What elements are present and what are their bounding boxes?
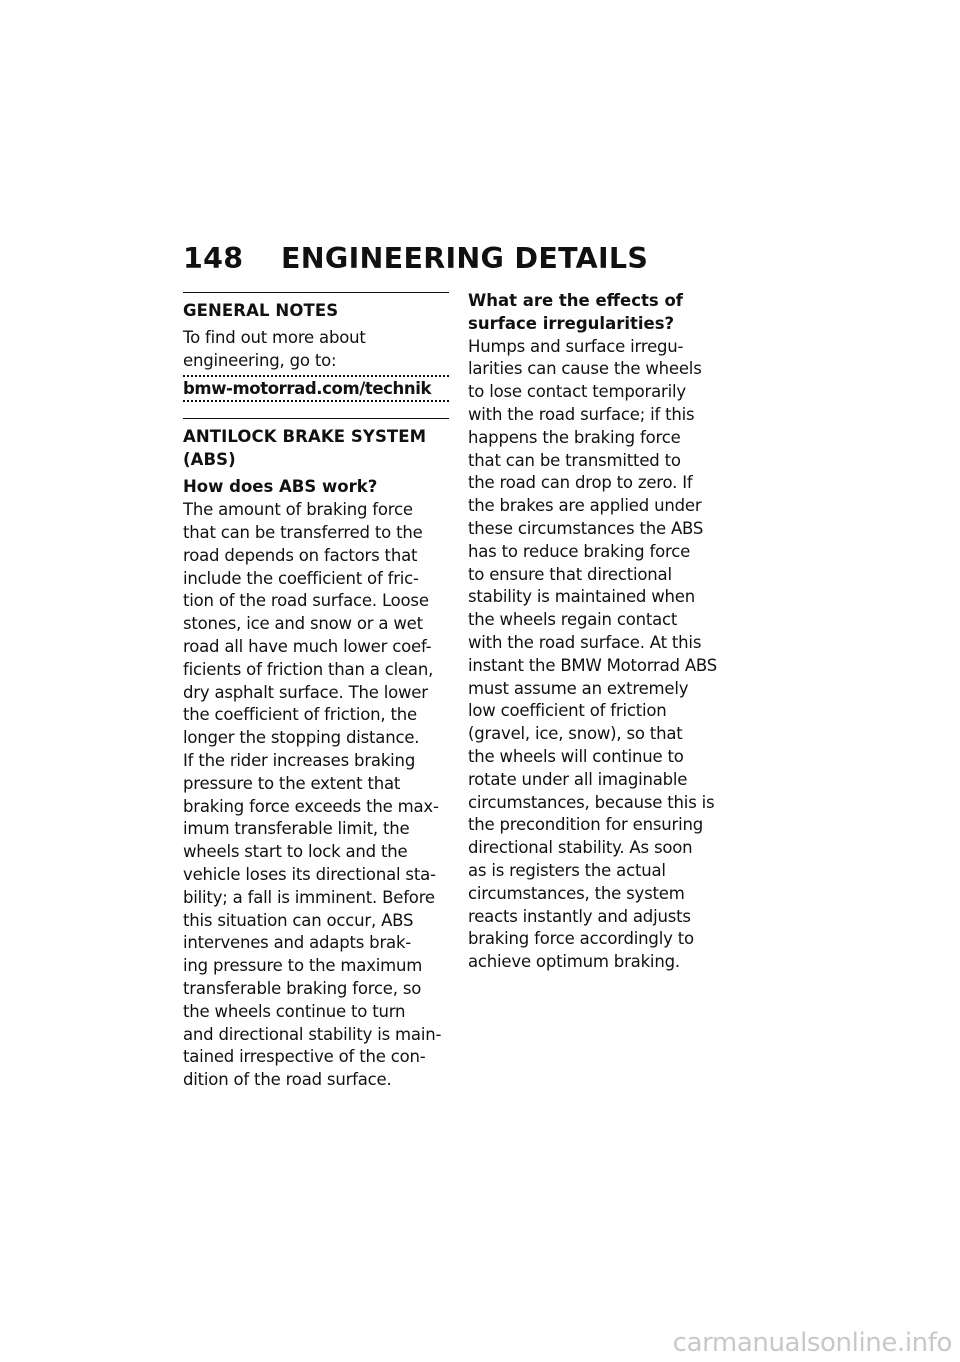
text-line: with the road surface. At this [468,632,702,652]
general-notes-heading: GENERAL NOTES [183,301,339,320]
text-line: that can be transmitted to [468,450,681,470]
text-line: the coefficient of friction, the [183,705,417,725]
text-line: the road can drop to zero. If [468,473,693,493]
text-line: bility; a fall is imminent. Before [183,887,435,907]
section-divider [183,292,449,293]
text-line: intervenes and adapts brak- [183,933,412,953]
heading-line: (ABS) [183,450,236,470]
text-line: imum transferable limit, the [183,819,410,839]
text-line: circumstances, because this is [468,792,715,812]
question-how-abs-works: How does ABS work? [183,477,378,497]
heading-line: What are the effects of [468,291,683,310]
text-line: the brakes are applied under [468,496,702,516]
text-line: that can be transferred to the [183,522,423,542]
text-line: reacts instantly and adjusts [468,906,691,926]
text-line: these circumstances the ABS [468,518,704,538]
text-line: achieve optimum braking. [468,952,680,972]
text-line: stability is maintained when [468,587,695,607]
question-surface-irregularities [468,290,750,336]
text-line: larities can cause the wheels [468,359,702,379]
text-line: as is registers the actual [468,860,666,880]
text-line: instant the BMW Motorrad ABS [468,655,718,675]
page-title: ENGINEERING DETAILS [281,241,649,275]
text-line: to lose contact temporarily [468,382,686,402]
text-line: include the coefficient of fric- [183,568,419,588]
text-line: to ensure that directional [468,564,672,584]
text-line: To find out more about [183,328,366,347]
abs-heading [183,425,449,471]
page-header [183,236,648,280]
text-line: circumstances, the system [468,883,685,903]
technik-link[interactable]: bmw-motorrad.com/technik [183,375,449,403]
text-line: tion of the road surface. Loose [183,591,429,611]
answer-how-abs-works [183,499,449,1092]
heading-line: ANTILOCK BRAKE SYSTEM [183,427,427,447]
text-line: The amount of braking force [183,500,413,520]
heading-line: surface irregularities? [468,313,675,333]
text-line: the wheels continue to turn [183,1001,406,1021]
text-line: with the road surface; if this [468,404,695,424]
text-line: Humps and surface irregu- [468,336,684,356]
page-number: 148 [183,241,244,275]
text-line: braking force exceeds the max- [183,796,439,816]
text-line: directional stability. As soon [468,838,693,858]
text-line: stones, ice and snow or a wet [183,614,423,634]
general-notes-text [183,327,449,373]
text-line: (gravel, ice, snow), so that [468,724,683,744]
text-line: ing pressure to the maximum [183,956,423,976]
text-line: engineering, go to: [183,350,337,370]
text-line: road depends on factors that [183,545,418,565]
text-line: wheels start to lock and the [183,842,408,862]
text-line: transferable braking force, so [183,978,422,998]
text-line: the precondition for ensuring [468,815,703,835]
text-line: vehicle loses its directional sta- [183,864,436,884]
text-line: dition of the road surface. [183,1070,392,1090]
text-line: road all have much lower coef- [183,636,432,656]
text-line: pressure to the extent that [183,773,401,793]
right-column [468,290,750,974]
text-line: longer the stopping distance. [183,728,420,748]
text-line: low coefficient of friction [468,701,667,721]
section-divider [183,418,449,419]
text-line: happens the braking force [468,427,681,447]
text-line: must assume an extremely [468,678,689,698]
text-line: and directional stability is main- [183,1024,442,1044]
text-line: the wheels regain contact [468,610,678,630]
answer-surface-irregularities [468,336,750,974]
text-line: ficients of friction than a clean, [183,659,434,679]
text-line: dry asphalt surface. The lower [183,682,428,702]
text-line: If the rider increases braking [183,750,416,770]
text-line: rotate under all imaginable [468,769,688,789]
text-line: has to reduce braking force [468,541,691,561]
text-line: tained irrespective of the con- [183,1047,426,1067]
watermark: carmanualsonline.info [672,1328,952,1358]
text-line: this situation can occur, ABS [183,910,414,930]
text-line: braking force accordingly to [468,929,694,949]
left-column [183,292,449,1092]
text-line: the wheels will continue to [468,746,684,766]
